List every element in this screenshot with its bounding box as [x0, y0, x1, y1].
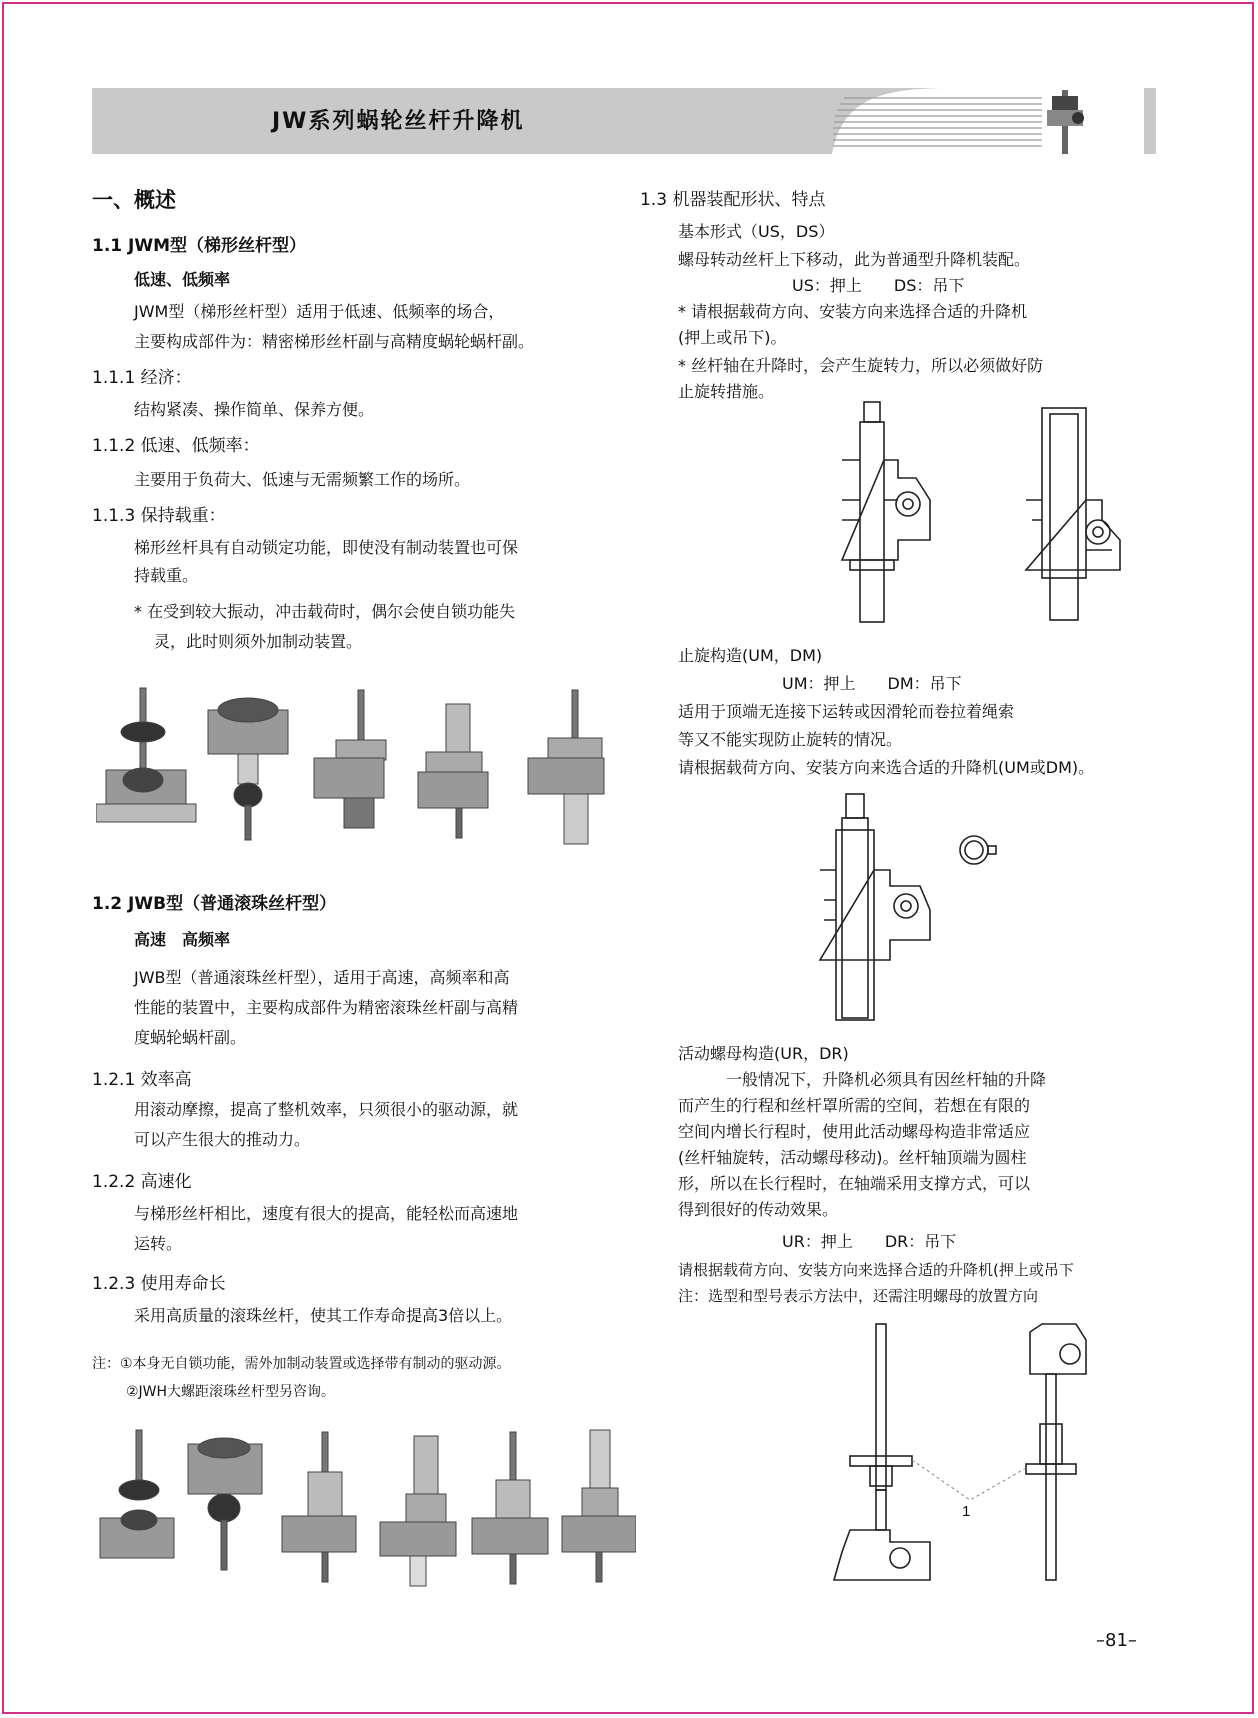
movable-nut-text-2: 而产生的行程和丝杆罩所需的空间，若想在有限的: [678, 1096, 1031, 1115]
anti-rotation-section-icon: [960, 836, 996, 864]
movable-nut-text-6: 得到很好的传动效果。: [678, 1200, 839, 1219]
section-1-1-3-text-2: 持载重。: [134, 566, 199, 585]
jwb-photo-3: [282, 1432, 356, 1582]
jwb-photo-6: [562, 1430, 636, 1582]
jwm-photo-5: [528, 690, 604, 844]
jwm-photo-2: [208, 698, 288, 840]
anti-rotation-text-1: 适用于顶端无连接下运转或因滑轮而卷拉着绳索: [678, 702, 1015, 721]
section-1-1-3-heading: 1.1.3 保持载重：: [92, 506, 226, 526]
basic-type-labels: US：押上 DS：吊下: [792, 276, 965, 295]
movable-nut-text-1: 一般情况下，升降机必须具有因丝杆轴的升降: [726, 1070, 1047, 1089]
jwb-product-photos: [96, 1428, 636, 1588]
movable-nut-title: 活动螺母构造(UR，DR): [678, 1044, 849, 1063]
ur-drawing: [834, 1324, 930, 1580]
section-1-2-subtitle: 高速 高频率: [134, 930, 231, 949]
page-title: JW系列蜗轮丝杆升降机: [272, 109, 525, 134]
movable-nut-text-7: 请根据载荷方向、安装方向来选择合适的升降机(押上或吊下: [678, 1261, 1074, 1279]
section-1-2-text-1: JWB型（普通滚珠丝杆型），适用于高速，高频率和高: [134, 968, 510, 987]
anti-rotation-labels: UM：押上 DM：吊下: [782, 674, 962, 693]
basic-type-note-2b: 止旋转措施。: [678, 382, 775, 401]
jwb-photo-5: [472, 1432, 548, 1584]
jwm-photo-3: [314, 690, 386, 828]
callout-label: 1: [962, 1503, 971, 1520]
section-1-heading: 一、概述: [92, 188, 176, 212]
section-1-1-2-text: 主要用于负荷大、低速与无需频繁工作的场所。: [134, 470, 471, 489]
section-1-2-2-text-2: 运转。: [134, 1234, 183, 1253]
anti-rotation-drawing: [810, 790, 1010, 1030]
section-1-1-1-heading: 1.1.1 经济：: [92, 368, 192, 388]
title-banner: [92, 88, 1156, 154]
section-1-1-text-1: JWM型（梯形丝杆型）适用于低速、低频率的场合，: [134, 302, 505, 321]
movable-nut-labels: UR：押上 DR：吊下: [782, 1232, 957, 1251]
jwm-product-photos: [96, 680, 616, 850]
section-1-2-2-text-1: 与梯形丝杆相比，速度有很大的提高，能轻松而高速地: [134, 1204, 519, 1223]
section-1-2-1-heading: 1.2.1 效率高: [92, 1070, 192, 1090]
banner-decoration: [92, 88, 1156, 154]
movable-nut-text-5: 形，所以在长行程时，在轴端采用支撑方式，可以: [678, 1174, 1031, 1193]
jwb-photo-4: [380, 1436, 456, 1586]
section-1-2-text-2: 性能的装置中，主要构成部件为精密滚珠丝杆副与高精: [134, 998, 519, 1017]
basic-type-drawings: [820, 400, 1140, 630]
basic-type-note-1b: (押上或吊下)。: [678, 328, 787, 347]
anti-rotation-title: 止旋构造(UM，DM): [678, 646, 823, 665]
section-1-2-1-text-2: 可以产生很大的推动力。: [134, 1130, 311, 1149]
anti-rotation-text-2: 等又不能实现防止旋转的情况。: [678, 730, 903, 749]
jwb-photo-2: [188, 1438, 262, 1570]
movable-nut-text-3: 空间内增长行程时，使用此活动螺母构造非常适应: [678, 1122, 1031, 1141]
movable-nut-drawings: [830, 1320, 1100, 1590]
jwm-photo-1: [96, 688, 196, 822]
section-1-1-3-text-1: 梯形丝杆具有自动锁定功能，即使没有制动装置也可保: [134, 538, 519, 557]
basic-type-title: 基本形式（US，DS）: [678, 222, 835, 241]
jwb-note-1: 注：①本身无自锁功能，需外加制动装置或选择带有制动的驱动源。: [92, 1356, 511, 1372]
section-1-1-3-note-1: * 在受到较大振动，冲击载荷时，偶尔会使自锁功能失: [134, 602, 516, 621]
section-1-1-2-heading: 1.1.2 低速、低频率：: [92, 436, 260, 456]
jwb-note-2: ②JWH大螺距滚珠丝杆型另咨询。: [126, 1384, 336, 1400]
section-1-2-1-text-1: 用滚动摩擦，提高了整机效率，只须很小的驱动源，就: [134, 1100, 519, 1119]
section-1-2-3-text: 采用高质量的滚珠丝杆，使其工作寿命提高3倍以上。: [134, 1306, 513, 1325]
basic-type-note-2: * 丝杆轴在升降时，会产生旋转力，所以必须做好防: [678, 356, 1044, 375]
basic-type-text: 螺母转动丝杆上下移动，此为普通型升降机装配。: [678, 250, 1031, 269]
section-1-1-text-2: 主要构成部件为：精密梯形丝杆副与高精度蜗轮蜗杆副。: [134, 332, 535, 351]
section-1-1-heading: 1.1 JWM型（梯形丝杆型）: [92, 236, 307, 256]
section-1-1-subtitle: 低速、低频率: [134, 270, 231, 289]
section-1-3-heading: 1.3 机器装配形状、特点: [640, 190, 826, 210]
section-1-2-heading: 1.2 JWB型（普通滚珠丝杆型）: [92, 894, 337, 914]
section-1-2-2-heading: 1.2.2 高速化: [92, 1172, 192, 1192]
jwm-photo-4: [418, 704, 488, 838]
dr-drawing: [1026, 1324, 1086, 1580]
basic-type-note-1: * 请根据载荷方向、安装方向来选择合适的升降机: [678, 302, 1028, 321]
movable-nut-text-4: (丝杆轴旋转，活动螺母移动)。丝杆轴顶端为圆柱: [678, 1148, 1027, 1167]
section-1-1-1-text: 结构紧凑、操作简单、保养方便。: [134, 400, 375, 419]
jwb-photo-1: [100, 1430, 174, 1558]
ds-drawing: [1026, 408, 1120, 620]
section-1-2-text-3: 度蜗轮蜗杆副。: [134, 1028, 247, 1047]
page-number: –81–: [1096, 1630, 1137, 1651]
movable-nut-note: 注：选型和型号表示方法中，还需注明螺母的放置方向: [678, 1287, 1039, 1305]
anti-rotation-text-3: 请根据载荷方向、安装方向来选合适的升降机(UM或DM)。: [678, 758, 1095, 777]
section-1-1-3-note-2: 灵，此时则须外加制动装置。: [154, 632, 363, 651]
us-drawing: [842, 402, 930, 622]
section-1-2-3-heading: 1.2.3 使用寿命长: [92, 1274, 226, 1294]
